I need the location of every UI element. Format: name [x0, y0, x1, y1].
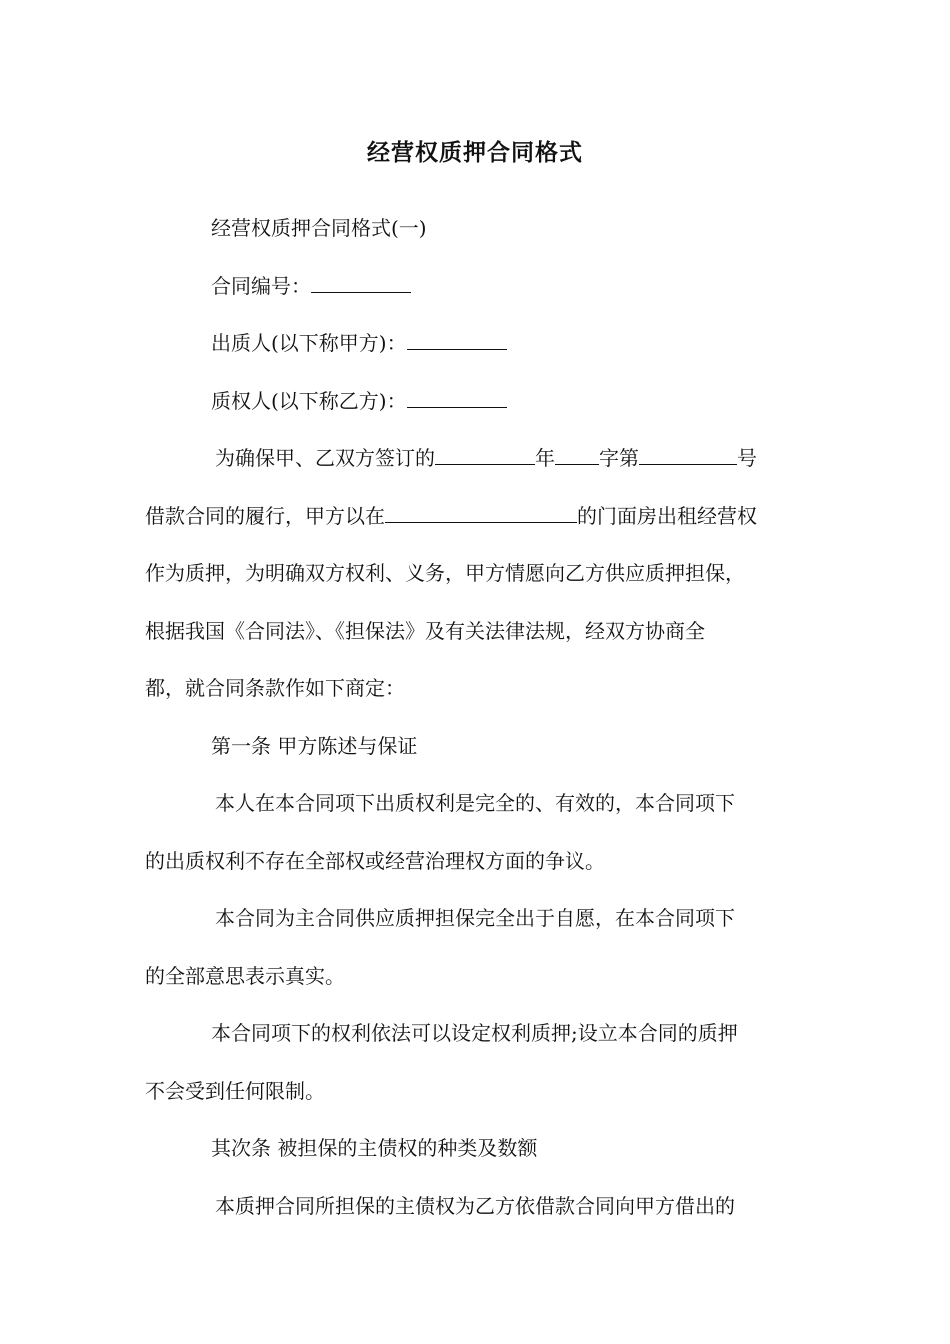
article2-heading: 其次条 被担保的主债权的种类及数额 — [211, 1136, 538, 1160]
contract-number-line — [145, 258, 805, 316]
preamble-line-5: 都，就合同条款作如下商定： — [145, 676, 405, 700]
contract-number-blank — [311, 270, 411, 293]
word-blank — [555, 442, 599, 465]
pledgee-line — [145, 373, 805, 431]
pledgor-blank — [407, 327, 507, 350]
article1-clause1-line2: 的出质权利不存在全部权或经营治理权方面的争议。 — [145, 848, 605, 873]
article1-heading: 第一条 甲方陈述与保证 — [211, 733, 418, 758]
contract-number-label: 合同编号： — [211, 273, 311, 298]
document-body — [145, 200, 805, 1235]
pledgee-blank — [407, 385, 507, 408]
preamble-text: 为确保甲、乙双方签订的 — [215, 446, 435, 470]
location-blank — [385, 500, 577, 523]
preamble-text: 的门面房出租经营权 — [577, 503, 757, 528]
pledgee-label: 质权人(以下称乙方)： — [211, 388, 407, 413]
article2-clause1-line1: 本质押合同所担保的主债权为乙方依借款合同向甲方借出的 — [215, 1193, 735, 1218]
pledgor-line — [145, 315, 805, 373]
year-blank — [435, 442, 535, 465]
preamble-line-2 — [145, 488, 805, 546]
subtitle: 经营权质押合同格式(一) — [211, 216, 427, 240]
article1-clause3-line2: 不会受到任何限制。 — [145, 1078, 325, 1103]
preamble-text: 年 — [535, 446, 555, 470]
article1-clause2-line1: 本合同为主合同供应质押担保完全出于自愿，在本合同项下 — [215, 906, 735, 930]
preamble-text: 字第 — [599, 446, 639, 470]
preamble-text: 号 — [737, 446, 757, 470]
preamble-line-4: 根据我国《合同法》、《担保法》及有关法律法规，经双方协商全 — [145, 618, 705, 643]
article1-clause1-line1: 本人在本合同项下出质权利是完全的、有效的，本合同项下 — [215, 791, 735, 815]
number-blank — [639, 442, 737, 465]
preamble-line-1 — [145, 430, 805, 488]
document-title: 经营权质押合同格式 — [367, 140, 583, 166]
pledgor-label: 出质人(以下称甲方)： — [211, 331, 407, 355]
article1-clause3-line1: 本合同项下的权利依法可以设定权利质押;设立本合同的质押 — [211, 1021, 738, 1045]
preamble-line-3: 作为质押，为明确双方权利、义务，甲方情愿向乙方供应质押担保， — [145, 561, 745, 585]
preamble-text: 借款合同的履行，甲方以在 — [145, 503, 385, 528]
article1-clause2-line2: 的全部意思表示真实。 — [145, 963, 345, 988]
